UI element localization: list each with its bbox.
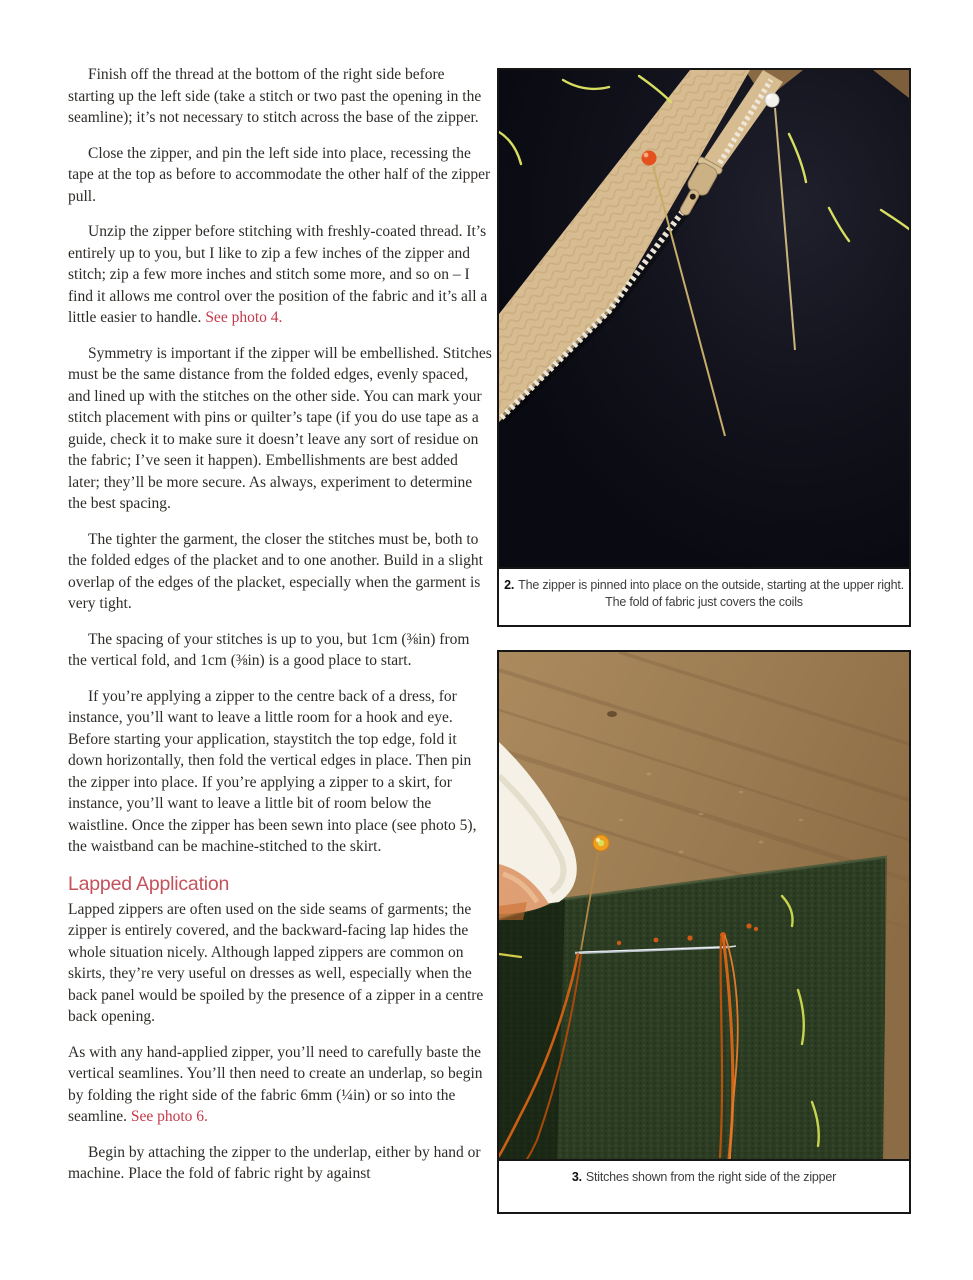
article-column (68, 64, 492, 1199)
paragraph-text: The tighter the garment, the closer the stitches must be, both to the folded edges of the placket and to one another. Build in a slight overlap of the edges of the placket, especially when the garment is very tight. (68, 530, 483, 612)
figure-photo-2 (497, 68, 911, 627)
paragraph-tighter-garment (68, 529, 492, 615)
paragraph-unzip-zipper (68, 221, 492, 329)
paragraph-attach-underlap (68, 1142, 492, 1185)
paragraph-text: Symmetry is important if the zipper will be embellished. Stitches must be the same distance from the folded edges, evenly spaced, and lined up with the stitches on the other side. You can mark your stitch placement with pins or quilter’s tape (if you do use tape as a guide, check it to make sure it doesn’t leave any sort of residue on the fabric; I’ve seen it happen). Embellishments are best added later; they’ll be more secure. As always, experiment to determine the best spacing. (68, 344, 492, 512)
see-photo-6-reference: See photo 6. (130, 1108, 208, 1125)
green-wool-fabric (499, 857, 909, 1159)
figure-photo-3 (497, 650, 911, 1214)
photo-stitches-illustration (499, 652, 909, 1159)
paragraph-lapped-zippers (68, 899, 492, 1028)
paragraph-text: Finish off the thread at the bottom of the right side before starting up the left side (take a stitch or two past the opening in the seamline); it’s not necessary to stitch across the base of the zipper. (68, 66, 482, 126)
figure-column (497, 68, 911, 1237)
figure-number: 3. (571, 1170, 582, 1184)
paragraph-symmetry (68, 343, 492, 515)
paragraph-text: If you’re applying a zipper to the centre back of a dress, for instance, you’ll want to leave a little room for a hook and eye. Before starting your application, staystitch the top edge, fold it down horizontally, then fold the vertical edges in place. Then pin the zipper into place. If you’re applying a zipper to a skirt, for instance, you’ll want to leave a little bit of room below the waistline. Once the zipper has been sewn into place (see photo 5), the waistband can be machine-stitched to the skirt. (68, 687, 477, 855)
paragraph-text: As with any hand-applied zipper, you’ll need to carefully baste the vertical seamlines. You’ll then need to create an underlap, so begin by folding the right side of the fabric 6mm (¼in) or so into the seamline. (68, 1043, 483, 1125)
paragraph-close-zipper (68, 143, 492, 208)
section-heading-lapped-application: Lapped Application (68, 872, 230, 895)
figure-number: 2. (504, 578, 515, 592)
paragraph-baste-seamlines (68, 1042, 492, 1128)
paragraph-finish-thread (68, 64, 492, 129)
photo-zipper-pinned-outside (499, 70, 909, 567)
paragraph-text: Begin by attaching the zipper to the underlap, either by hand or machine. Place the fold of fabric right by against (68, 1143, 481, 1182)
paragraph-text: Close the zipper, and pin the left side into place, recessing the tape at the top as before to accommodate the other half of the zipper pull. (68, 144, 491, 205)
paragraph-text: The spacing of your stitches is up to you, but 1cm (⅜in) from the vertical fold, and 1cm (⅜in) is a good place to start. (68, 630, 470, 669)
see-photo-4-reference: See photo 4. (205, 309, 283, 326)
figure-caption (499, 567, 909, 625)
figure-caption-text: Stitches shown from the right side of the zipper (585, 1170, 837, 1184)
figure-caption-text: The zipper is pinned into place on the outside, starting at the upper right. The fold of fabric just covers the coils (518, 578, 904, 609)
figure-caption (499, 1159, 909, 1212)
photo-zipper-pinned-illustration (499, 70, 909, 567)
paragraph-text: Unzip the zipper before stitching with freshly-coated thread. It’s entirely up to you, but I like to zip a few inches of the zipper and stitch; zip a few more inches and stitch some more, and so on – I find it allows me control over the position of the fabric and it’s all a little easier to handle. (68, 223, 488, 326)
photo-stitches-right-side (499, 652, 909, 1159)
wood-knot (607, 711, 617, 717)
paragraph-centre-back (68, 686, 492, 858)
paragraph-text: Lapped zippers are often used on the side seams of garments; the zipper is entirely covered, and the backward-facing lap hides the whole situation nicely. Although lapped zippers are common on skirts, they’re very useful on dresses as well, especially when the back panel would be spoiled by the presence of a zipper in a centre back opening. (68, 900, 484, 1025)
paragraph-stitch-spacing (68, 629, 492, 672)
